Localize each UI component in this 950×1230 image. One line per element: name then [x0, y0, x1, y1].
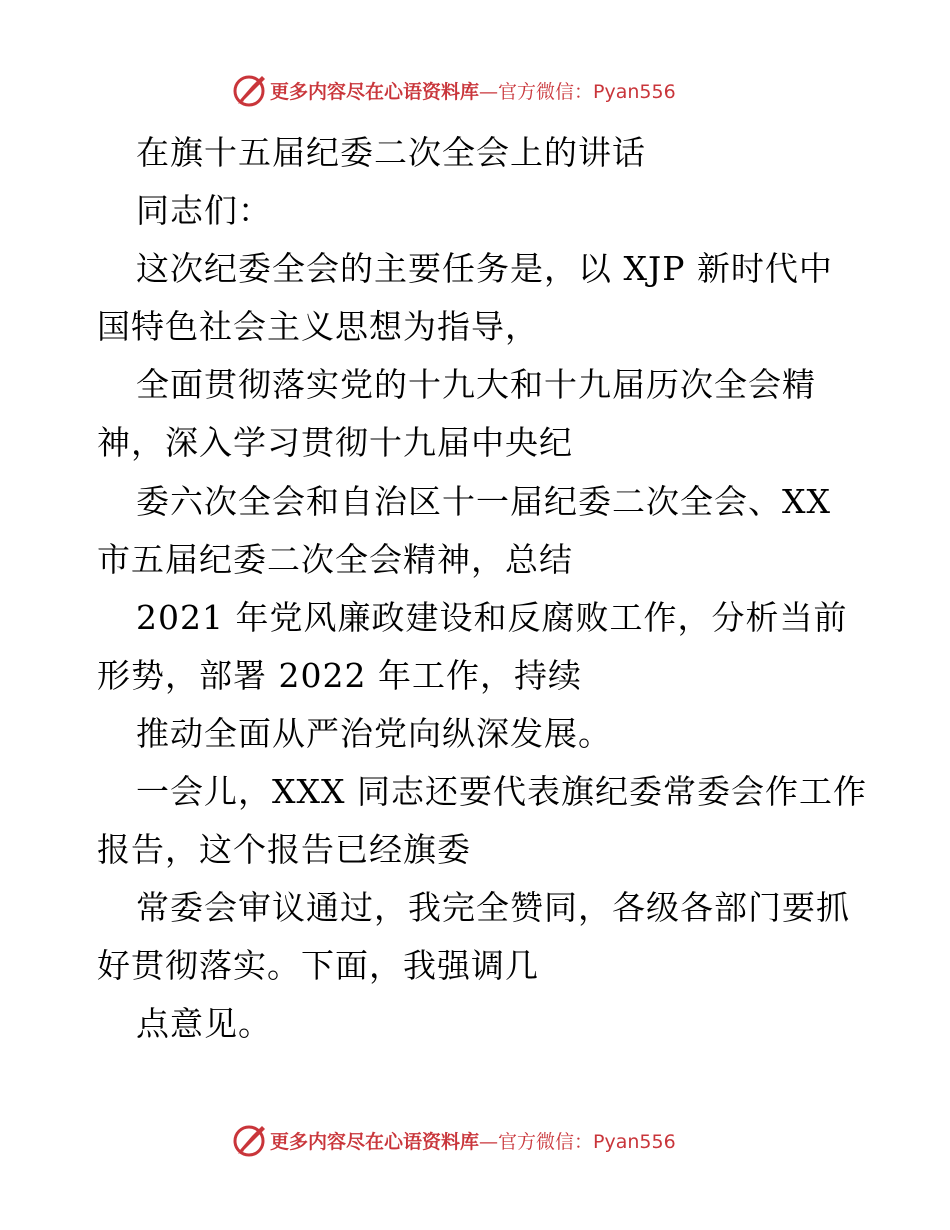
- paragraph-line: 这次纪委全会的主要任务是，以 XJP 新时代中: [136, 249, 833, 289]
- watermark-text: [270, 77, 676, 104]
- watermark-wechat-id: Pyan556: [593, 1130, 676, 1153]
- watermark-separator: —: [479, 1130, 499, 1153]
- salutation: 同志们：: [136, 191, 272, 231]
- document-body: [97, 124, 867, 1054]
- quill-pen-logo-icon: [232, 72, 268, 108]
- watermark-site-name: 更多内容尽在心语资料库: [270, 80, 480, 103]
- watermark-separator: —: [479, 80, 499, 103]
- footer-watermark: [232, 1120, 712, 1160]
- paragraph-line: 推动全面从严治党向纵深发展。: [136, 713, 612, 753]
- paragraph-line: 市五届纪委二次全会精神，总结: [97, 539, 573, 579]
- paragraph-line: 报告，这个报告已经旗委: [97, 830, 471, 870]
- paragraph-line: 委六次全会和自治区十一届纪委二次全会、XX: [136, 481, 831, 521]
- watermark-text: [270, 1127, 676, 1154]
- paragraph-line: 神，深入学习贯彻十九届中央纪: [97, 423, 573, 463]
- paragraph-line: 全面贯彻落实党的十九大和十九届历次全会精: [136, 365, 816, 405]
- paragraph-line: 点意见。: [136, 1004, 272, 1044]
- paragraph-line: 好贯彻落实。下面，我强调几: [97, 946, 539, 986]
- watermark-wechat-label: 官方微信：: [498, 80, 594, 103]
- quill-pen-logo-icon: [232, 1122, 268, 1158]
- paragraph-line: 常委会审议通过，我完全赞同，各级各部门要抓: [136, 888, 850, 928]
- document-title: 在旗十五届纪委二次全会上的讲话: [136, 133, 646, 172]
- paragraph-line: 形势，部署 2022 年工作，持续: [97, 655, 582, 695]
- paragraph-line: 一会儿，XXX 同志还要代表旗纪委常委会作工作: [136, 772, 867, 812]
- header-watermark: [232, 70, 712, 110]
- watermark-site-name: 更多内容尽在心语资料库: [270, 1130, 480, 1153]
- paragraph-line: 2021 年党风廉政建设和反腐败工作，分析当前: [136, 597, 848, 637]
- watermark-wechat-label: 官方微信：: [498, 1130, 594, 1153]
- watermark-wechat-id: Pyan556: [593, 80, 676, 103]
- paragraph-line: 国特色社会主义思想为指导，: [97, 307, 539, 347]
